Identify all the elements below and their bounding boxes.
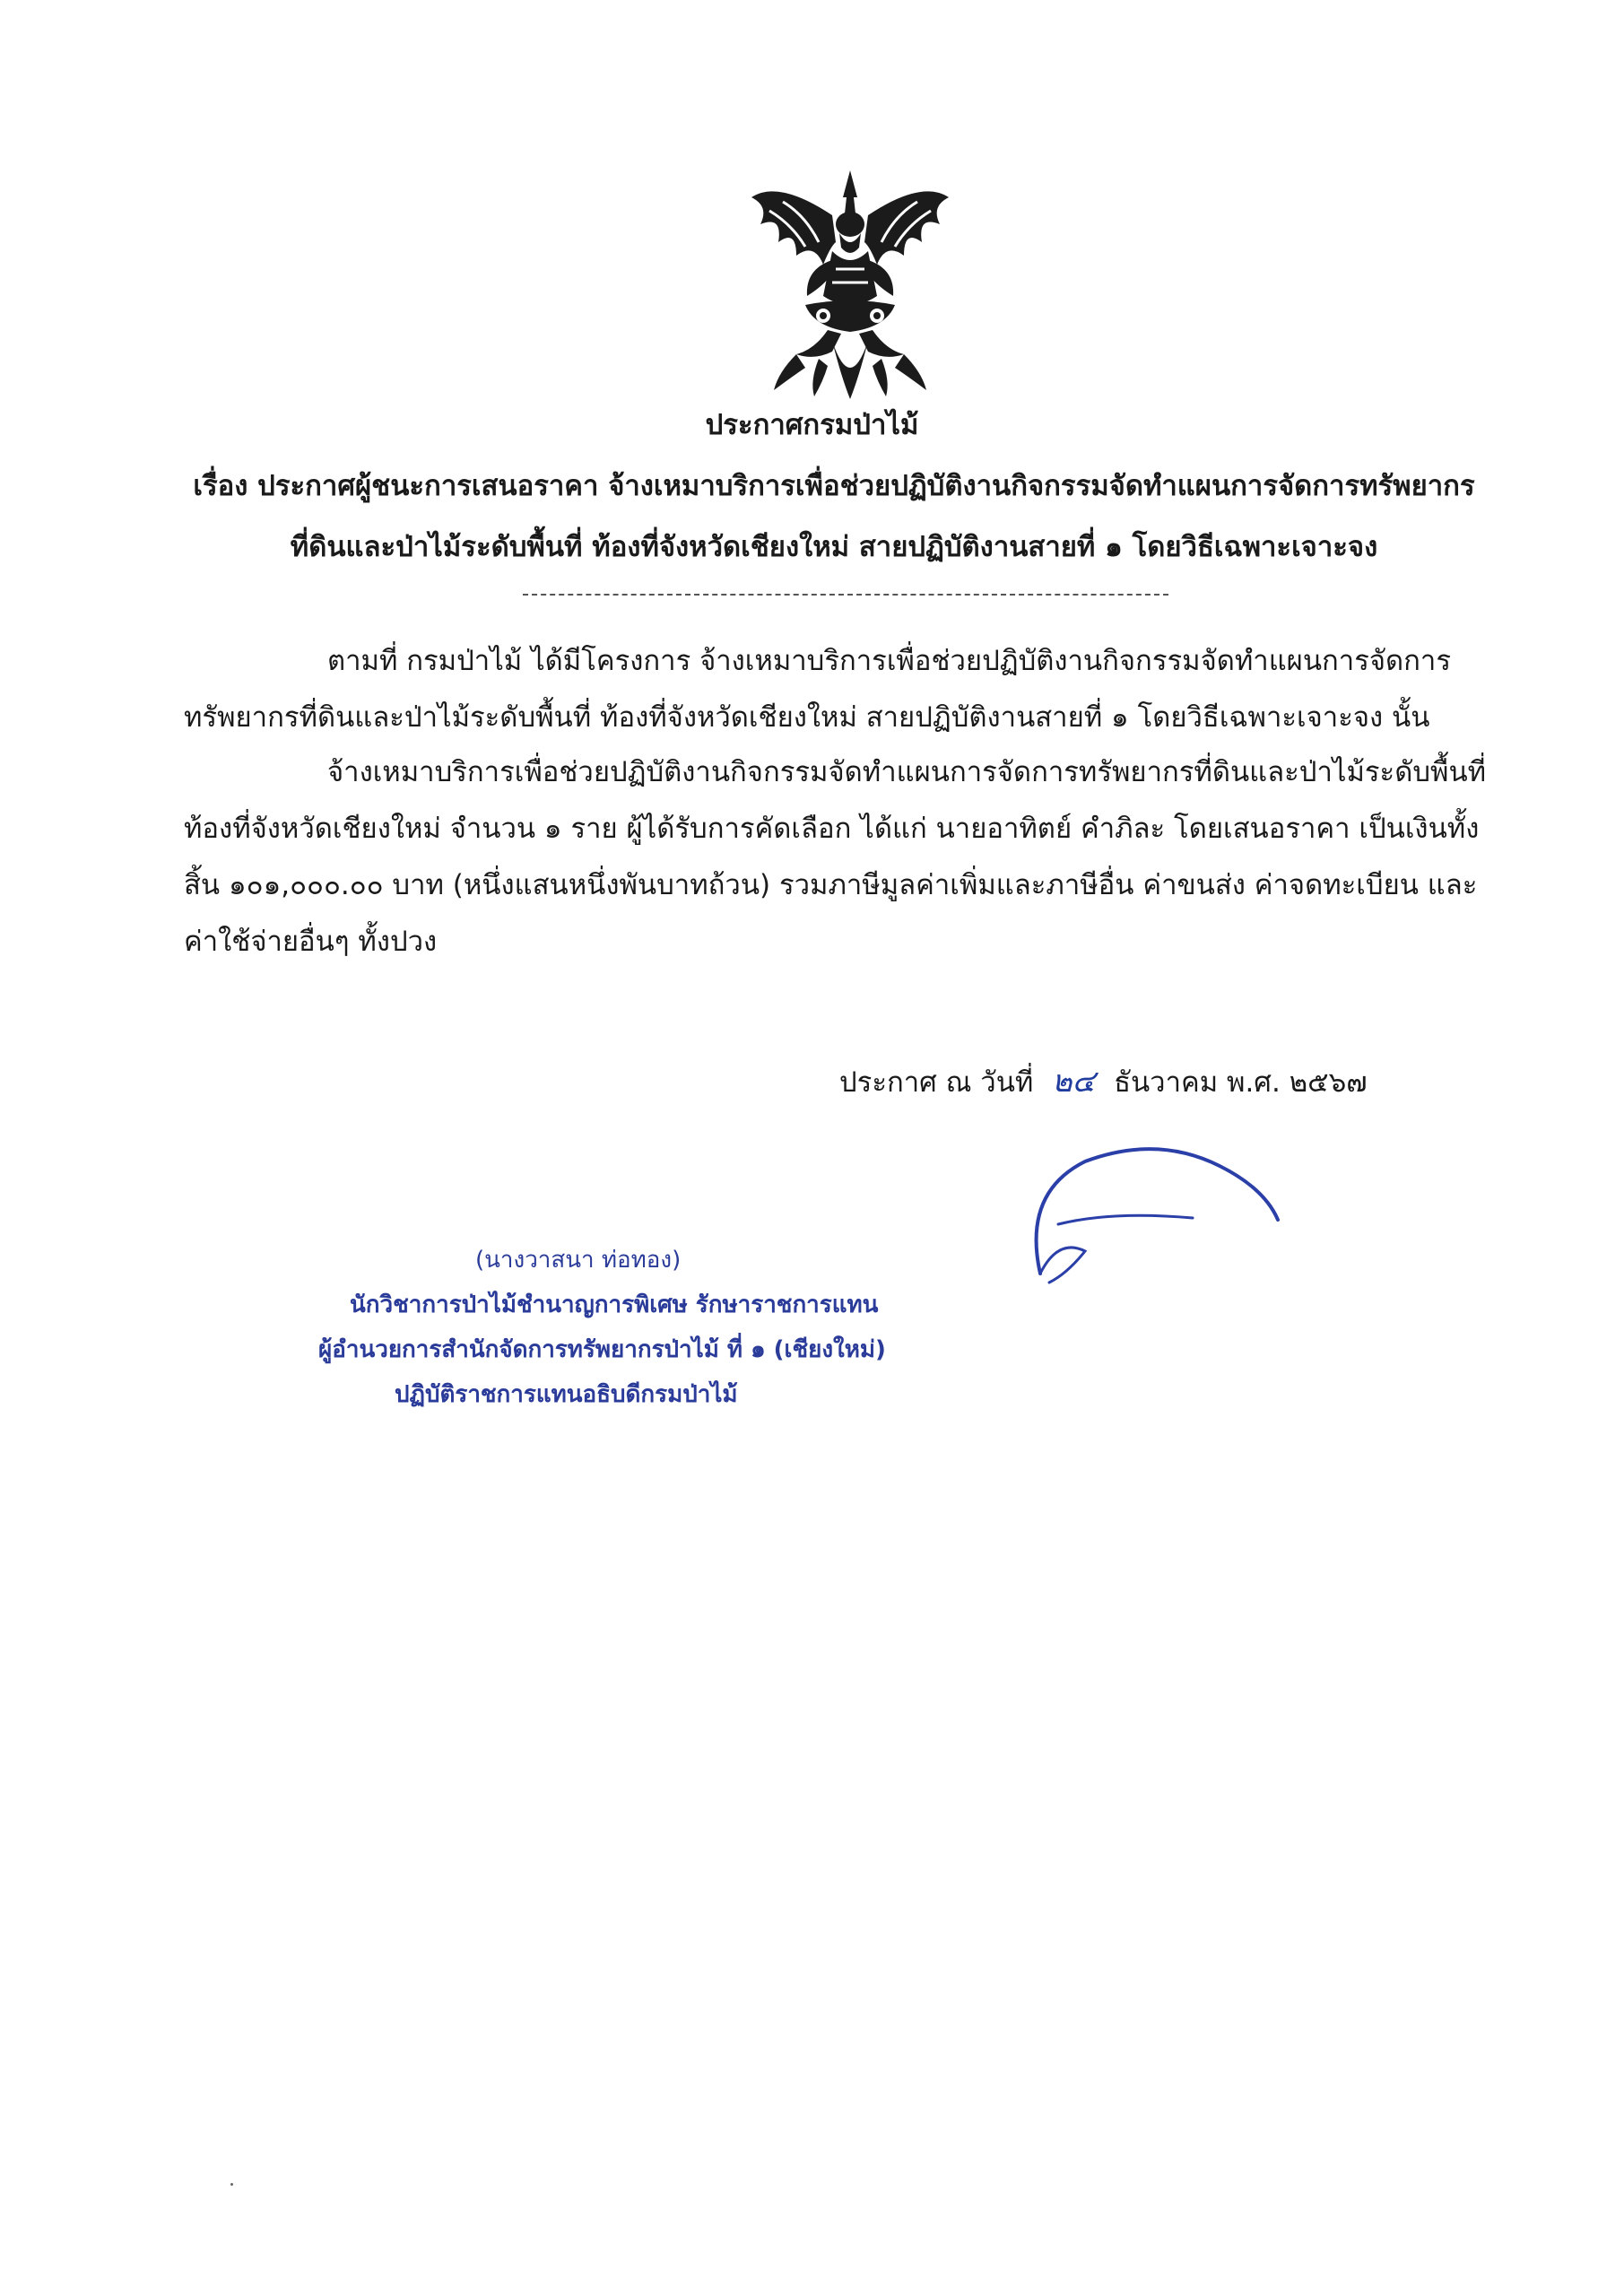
subject-line-2: ที่ดินและป่าไม้ระดับพื้นที่ ท้องที่จังหวัดเชียงใหม่ สายปฏิบัติงานสายที่ ๑ โดยวิธีเฉพาะเจาะจง (290, 531, 1378, 563)
signer-name: (นางวาสนา ท่อทอง) (475, 1247, 682, 1274)
date-month-year: ธันวาคม พ.ศ. ๒๕๖๗ (1114, 1066, 1368, 1099)
paragraph-2-text: จ้างเหมาบริการเพื่อช่วยปฏิบัติงานกิจกรรมจัดทำแผนการจัดการทรัพยากรที่ดินและป่าไม้ระดับพื้นที่ ท้องที่จังหวัดเชียงใหม่ จำนวน ๑ ราย ผู้ได้รับการคัดเลือก ได้แก่ นายอาทิตย์ คำภิละ โดยเสนอราคา เป็นเงินทั้งสิ้น ๑๐๑,๐๐๐.๐๐ บาท (หนึ่งแสนหนึ่งพันบาทถ้วน) รวมภาษีมูลค่าเพิ่มและภาษีอื่น ค่าขนส่ง ค่าจดทะเบียน และค่าใช้จ่ายอื่นๆ ทั้งปวง (184, 756, 1487, 958)
signer-block (0, 1238, 1624, 1417)
subject-line-1: เรื่อง ประกาศผู้ชนะการเสนอราคา จ้างเหมาบริการเพื่อช่วยปฏิบัติงานกิจกรรมจัดทำแผนการจัดการทรัพยากร (193, 470, 1475, 502)
garuda-emblem-icon (743, 161, 958, 404)
divider-line (523, 594, 1168, 596)
body-paragraph-2 (184, 744, 1507, 970)
scan-speck (230, 2183, 233, 2186)
signer-title-3: ปฏิบัติราชการแทนอธิบดีกรมป่าไม้ (395, 1381, 738, 1408)
signer-title-1: นักวิชาการป่าไม้ชำนาญการพิเศษ รักษาราชการแทน (350, 1292, 879, 1318)
document-title: ประกาศกรมป่าไม้ (705, 409, 919, 441)
date-prefix: ประกาศ ณ วันที่ (839, 1066, 1034, 1099)
body-paragraph-1 (184, 633, 1507, 746)
date-day-handwritten: ๒๔ (1052, 1064, 1096, 1100)
announcement-date (839, 1057, 1368, 1105)
signer-title-2: ผู้อำนวยการสำนักจัดการทรัพยากรป่าไม้ ที่ ๑ (เชียงใหม่) (318, 1336, 886, 1363)
document-subject (161, 456, 1507, 578)
paragraph-1-text: ตามที่ กรมป่าไม้ ได้มีโครงการ จ้างเหมาบริการเพื่อช่วยปฏิบัติงานกิจกรรมจัดทำแผนการจัดการทรัพยากรที่ดินและป่าไม้ระดับพื้นที่ ท้องที่จังหวัดเชียงใหม่ สายปฏิบัติงานสายที่ ๑ โดยวิธีเฉพาะเจาะจง นั้น (184, 645, 1451, 734)
